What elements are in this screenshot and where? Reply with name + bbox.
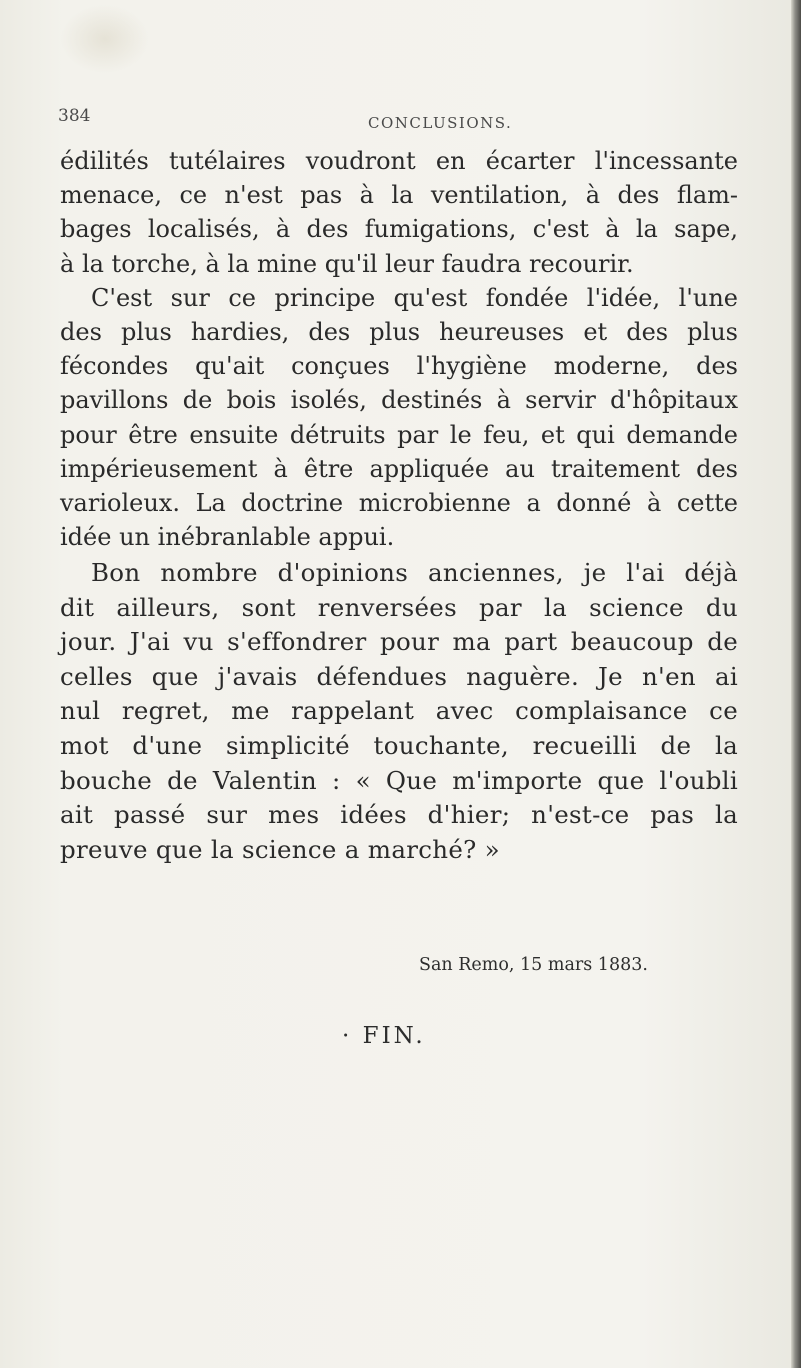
- paragraph-2: [60, 556, 738, 867]
- page-number: 384: [58, 106, 91, 126]
- place-date-signature: San Remo, 15 mars 1883.: [419, 955, 648, 975]
- text-line: pavillons de bois isolés, destinés à servir d'hôpitaux: [60, 386, 738, 415]
- text-line: bages localisés, à des fumigations, c'est à la sape,: [60, 215, 738, 244]
- text-line: pour être ensuite détruits par le feu, et qui demande: [60, 420, 738, 449]
- text-line: fécondes qu'ait conçues l'hygiène moderne, des: [60, 352, 738, 381]
- text-line: varioleux. La doctrine microbienne a donné à cette: [60, 489, 738, 518]
- page-edge: [791, 0, 801, 1368]
- text-line: à la torche, à la mine qu'il leur faudra recourir.: [60, 249, 634, 278]
- running-title: CONCLUSIONS.: [368, 114, 513, 132]
- paragraph-1: [60, 144, 738, 554]
- text-line: idée un inébranlable appui.: [60, 523, 395, 552]
- text-line: celles que j'avais défendues naguère. Je n'en ai: [60, 661, 738, 691]
- paper-stain: [60, 4, 150, 74]
- text-line: impérieusement à être appliquée au traitement des: [60, 454, 738, 483]
- text-line: mot d'une simplicité touchante, recueilli de la: [60, 730, 738, 760]
- fin-mark: · FIN.: [342, 1023, 426, 1049]
- text-line: preuve que la science a marché? »: [60, 834, 500, 864]
- text-line: C'est sur ce principe qu'est fondée l'idée, l'une: [91, 283, 738, 312]
- text-line: édilités tutélaires voudront en écarter l'incessante: [60, 147, 738, 175]
- text-line: bouche de Valentin : « Que m'importe que l'oubli: [60, 765, 738, 795]
- text-line: des plus hardies, des plus heureuses et des plus: [60, 318, 738, 347]
- text-line: Bon nombre d'opinions anciennes, je l'ai déjà: [91, 558, 738, 587]
- text-line: menace, ce n'est pas à la ventilation, à des flam-: [60, 181, 738, 210]
- text-line: nul regret, me rappelant avec complaisance ce: [60, 696, 738, 726]
- text-line: jour. J'ai vu s'effondrer pour ma part beaucoup de: [60, 627, 738, 657]
- text-line: ait passé sur mes idées d'hier; n'est-ce pas la: [60, 800, 738, 830]
- page-header: [58, 106, 738, 136]
- text-line: dit ailleurs, sont renversées par la science du: [60, 592, 738, 622]
